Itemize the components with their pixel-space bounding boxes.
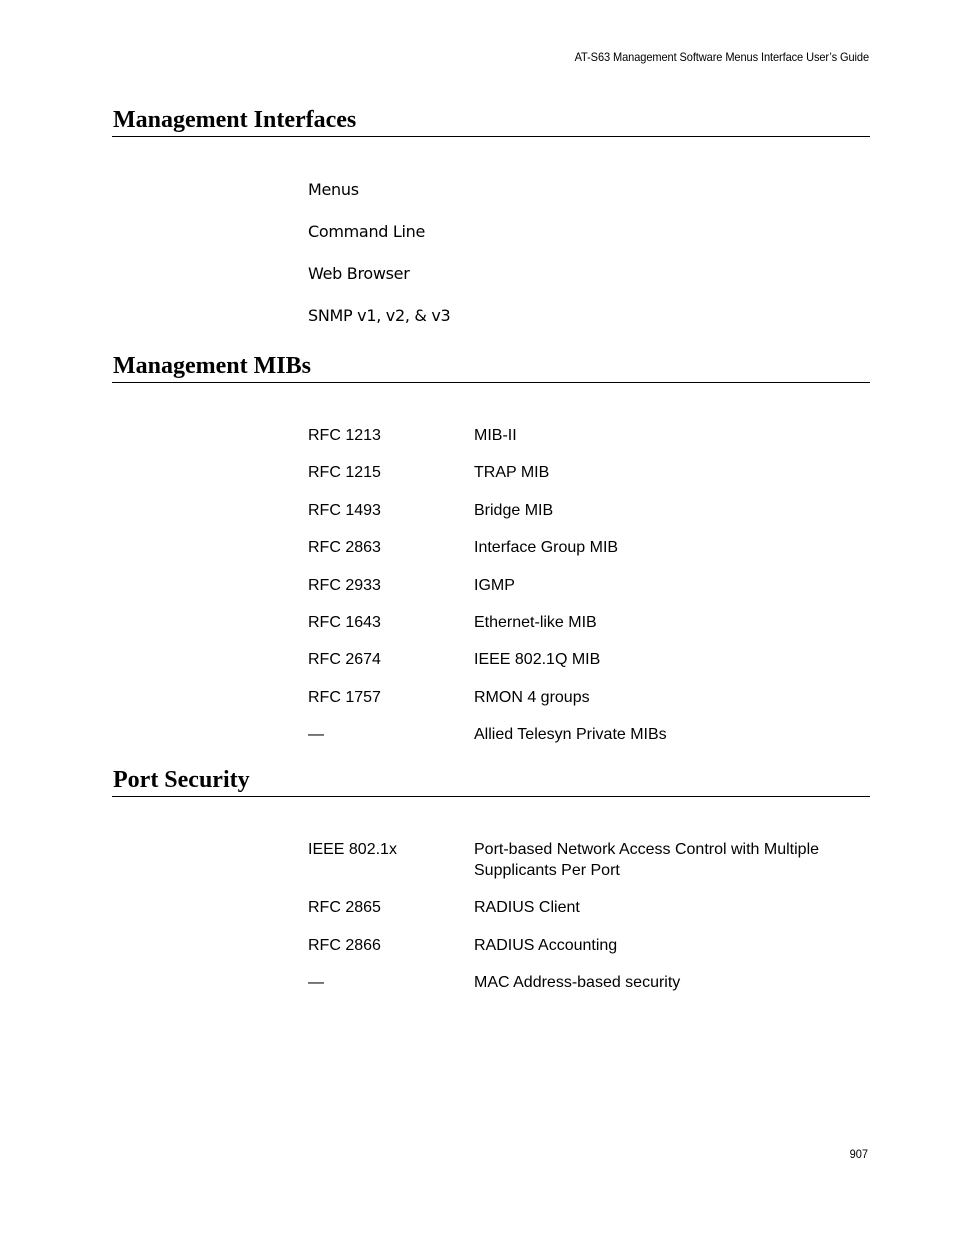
standard-description: Allied Telesyn Private MIBs <box>474 726 667 744</box>
table-row <box>308 935 870 972</box>
standard-description: IGMP <box>474 576 515 594</box>
standard-id: — <box>308 726 324 744</box>
standard-id: IEEE 802.1x <box>308 841 397 858</box>
port-security-table <box>308 839 870 1009</box>
table-row <box>308 500 870 537</box>
standard-id: RFC 2865 <box>308 899 381 916</box>
section-title: Management MIBs <box>112 352 870 383</box>
table-row <box>308 687 870 724</box>
table-row <box>308 724 870 761</box>
standard-id: RFC 2674 <box>308 651 381 669</box>
standard-description: MAC Address-based security <box>474 974 681 991</box>
table-row <box>308 462 870 499</box>
list-item: Web Browser <box>308 264 410 283</box>
list-item: SNMP v1, v2, & v3 <box>308 306 451 325</box>
standard-description: Bridge MIB <box>474 501 554 519</box>
standard-description: Ethernet-like MIB <box>474 613 597 631</box>
table-row <box>308 425 870 462</box>
management-mibs-table <box>308 425 870 762</box>
management-interfaces-list <box>308 180 450 348</box>
table-row <box>308 612 870 649</box>
section-management-mibs <box>112 352 870 383</box>
standard-id: RFC 2933 <box>308 576 381 594</box>
table-row <box>308 972 870 1009</box>
standard-description: RMON 4 groups <box>474 688 590 706</box>
standard-description: TRAP MIB <box>474 464 550 482</box>
section-management-interfaces <box>112 106 870 137</box>
table-row <box>308 839 870 897</box>
standard-id: RFC 2863 <box>308 539 381 557</box>
page-number: 907 <box>849 1147 868 1161</box>
table-row <box>308 537 870 574</box>
standard-description: RADIUS Accounting <box>474 937 618 954</box>
list-item: Menus <box>308 180 359 199</box>
standard-id: RFC 1643 <box>308 613 381 631</box>
standard-description: Interface Group MIB <box>474 539 619 557</box>
standard-description: IEEE 802.1Q MIB <box>474 651 601 669</box>
section-port-security <box>112 766 870 797</box>
standard-id: RFC 1757 <box>308 688 381 706</box>
table-row <box>308 575 870 612</box>
standard-id: RFC 1215 <box>308 464 381 482</box>
standard-description: Port-based Network Access Control with Multiple Supplicants Per Port <box>474 841 820 879</box>
list-item: Command Line <box>308 222 426 241</box>
table-row <box>308 649 870 686</box>
table-row <box>308 897 870 935</box>
running-header: AT-S63 Management Software Menus Interface User’s Guide <box>574 50 869 64</box>
section-title: Management Interfaces <box>112 106 870 137</box>
standard-description: MIB-II <box>474 427 517 444</box>
standard-id: RFC 1213 <box>308 427 381 444</box>
standard-id: RFC 2866 <box>308 937 381 954</box>
standard-description: RADIUS Client <box>474 899 580 916</box>
section-title: Port Security <box>112 766 870 797</box>
standard-id: RFC 1493 <box>308 501 381 519</box>
standard-id: — <box>308 974 324 991</box>
